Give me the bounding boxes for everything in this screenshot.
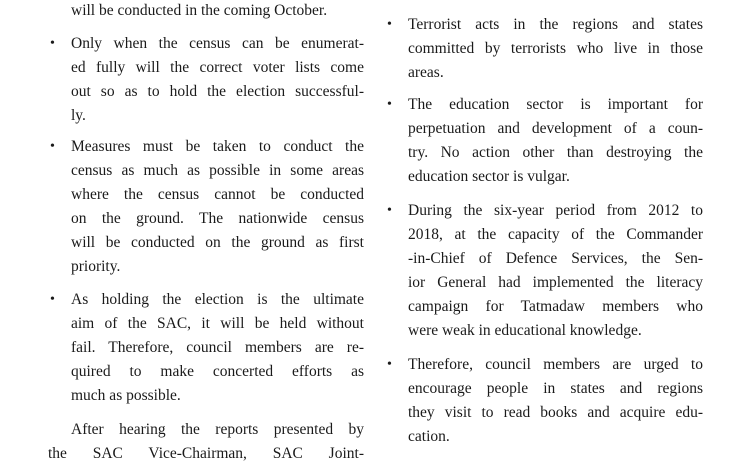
text-line: During the six-year period from 2012 to [408, 202, 703, 219]
text-line: Measures must be taken to conduct the [71, 138, 364, 155]
bullet-marker: • [50, 36, 55, 51]
text-line: fail. Therefore, council members are re- [71, 339, 364, 356]
bullet-marker: • [387, 97, 392, 112]
text-line: aim of the SAC, it will be held without [71, 315, 364, 332]
text-line: Terrorist acts in the regions and states [408, 16, 703, 33]
text-line: After hearing the reports presented by [71, 421, 364, 438]
text-line: areas. [408, 64, 444, 81]
text-line: will be conducted in the coming October. [71, 2, 328, 19]
text-line: encourage people in states and regions [408, 380, 703, 397]
text-line: quired to make concerted efforts as [71, 363, 364, 380]
text-line: census as much as possible in some areas [71, 162, 364, 179]
text-line: out so as to hold the election successful- [71, 83, 364, 100]
text-line: ly. [71, 107, 86, 124]
text-line: As holding the election is the ultimate [71, 291, 364, 308]
text-line: ior General had implemented the literacy [408, 274, 703, 291]
text-line: on the ground. The nationwide census [71, 210, 364, 227]
text-line: Therefore, council members are urged to [408, 356, 703, 373]
text-line: Only when the census can be enumerat- [71, 35, 364, 52]
text-line: will be conducted on the ground as first [71, 234, 364, 251]
text-line: 2018, at the capacity of the Commander [408, 226, 703, 243]
text-line: try. No action other than destroying the [408, 144, 703, 161]
bullet-marker: • [387, 17, 392, 32]
text-line: where the census cannot be conducted [71, 186, 364, 203]
bullet-marker: • [50, 292, 55, 307]
text-line: they visit to read books and acquire edu- [408, 404, 703, 421]
text-line: committed by terrorists who live in those [408, 40, 703, 57]
bullet-marker: • [387, 203, 392, 218]
text-line: ed fully will the correct voter lists come [71, 59, 364, 76]
text-line: -in-Chief of Defence Services, the Sen- [408, 250, 703, 267]
text-line: campaign for Tatmadaw members who [408, 298, 703, 315]
text-line: education sector is vulgar. [408, 168, 570, 185]
text-line: much as possible. [71, 387, 181, 404]
bullet-marker: • [50, 139, 55, 154]
text-line: The education sector is important for [408, 96, 703, 113]
text-line: priority. [71, 258, 121, 275]
text-line: perpetuation and development of a coun- [408, 120, 703, 137]
bullet-marker: • [387, 357, 392, 372]
text-line: were weak in educational knowledge. [408, 322, 642, 339]
text-line: the SAC Vice-Chairman, SAC Joint- [48, 445, 364, 462]
text-line: cation. [408, 428, 450, 445]
